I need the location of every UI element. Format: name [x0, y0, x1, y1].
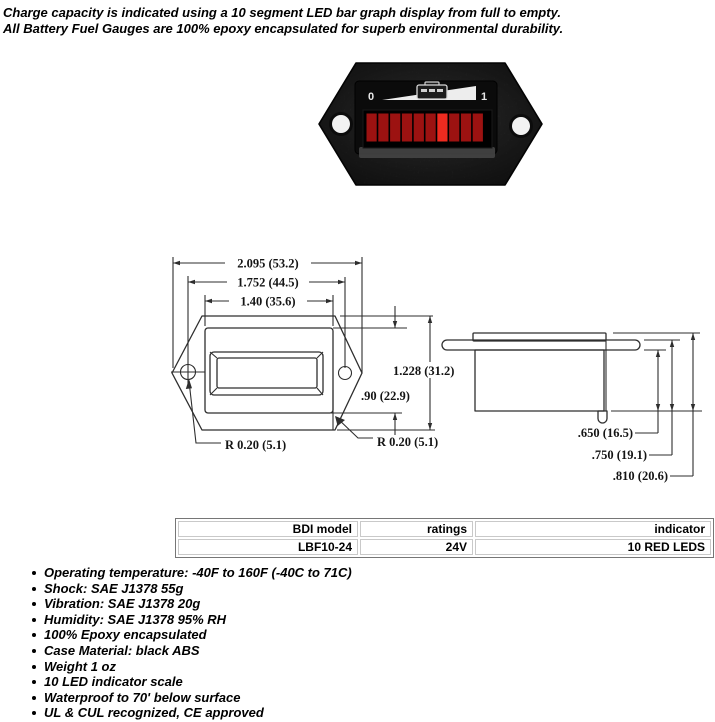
table-row: [178, 539, 711, 555]
led-segment: [426, 114, 436, 142]
cell-ratings: 24V: [360, 539, 473, 555]
front-height-dimensions: [313, 306, 465, 435]
terminal-pin: [598, 411, 607, 423]
model-table: [175, 518, 714, 558]
list-item: Weight 1 oz: [27, 659, 352, 675]
list-item: Case Material: black ABS: [27, 643, 352, 659]
list-item: UL & CUL recognized, CE approved: [27, 705, 352, 721]
dim-hole-spacing: 1.752 (44.5): [237, 275, 299, 290]
dim-body-height: .90 (22.9): [361, 389, 410, 403]
led-segment: [378, 114, 388, 142]
list-item: 100% Epoxy encapsulated: [27, 627, 352, 643]
dim-radius-right: R 0.20 (5.1): [377, 435, 439, 449]
led-segment: [414, 114, 424, 142]
dim-radius-left: R 0.20 (5.1): [225, 438, 287, 452]
led-segment: [461, 114, 471, 142]
mounting-hole-left: [331, 114, 352, 135]
header-bdi-model: BDI model: [178, 521, 358, 537]
led-segment: [402, 114, 412, 142]
side-view: [442, 333, 640, 423]
scale-one-label: 1: [480, 91, 488, 103]
list-item: Operating temperature: -40F to 160F (-40C to 71C): [27, 565, 352, 581]
dim-depth-750: .750 (19.1): [591, 448, 647, 462]
scale-zero-label: 0: [367, 91, 375, 103]
cell-bdi-model: LBF10-24: [178, 539, 358, 555]
led-segment: [437, 114, 447, 142]
dim-depth-650: .650 (16.5): [577, 426, 633, 440]
dim-depth-810: .810 (20.6): [612, 469, 668, 483]
spec-list: [27, 565, 352, 721]
header-indicator: indicator: [475, 521, 711, 537]
dim-overall-height: 1.228 (31.2): [393, 364, 455, 378]
led-segment: [449, 114, 459, 142]
dim-overall-width: 2.095 (53.2): [237, 256, 299, 271]
table-header-row: [178, 521, 711, 537]
dim-body-width: 1.40 (35.6): [240, 294, 296, 309]
list-item: Humidity: SAE J1378 95% RH: [27, 612, 352, 628]
led-segment: [390, 114, 400, 142]
led-bar-graph: [363, 110, 492, 148]
cell-indicator: 10 RED LEDS: [475, 539, 711, 555]
list-item: 10 LED indicator scale: [27, 674, 352, 690]
side-depth-dimensions: [578, 333, 702, 483]
brand-emblem: [417, 82, 447, 99]
intro-paragraph: [3, 5, 713, 37]
mounting-hole-right: [511, 116, 532, 137]
intro-line-1: Charge capacity is indicated using a 10 segment LED bar graph display from full to empty.: [3, 5, 561, 20]
intro-line-2: All Battery Fuel Gauges are 100% epoxy encapsulated for superb environmental durability.: [3, 21, 564, 36]
led-segment: [367, 114, 377, 142]
dimension-drawing: [165, 240, 715, 500]
list-item: Shock: SAE J1378 55g: [27, 581, 352, 597]
list-item: Waterproof to 70' below surface: [27, 690, 352, 706]
header-ratings: ratings: [360, 521, 473, 537]
led-segment: [473, 114, 483, 142]
list-item: Vibration: SAE J1378 20g: [27, 596, 352, 612]
product-photo: [318, 60, 543, 188]
